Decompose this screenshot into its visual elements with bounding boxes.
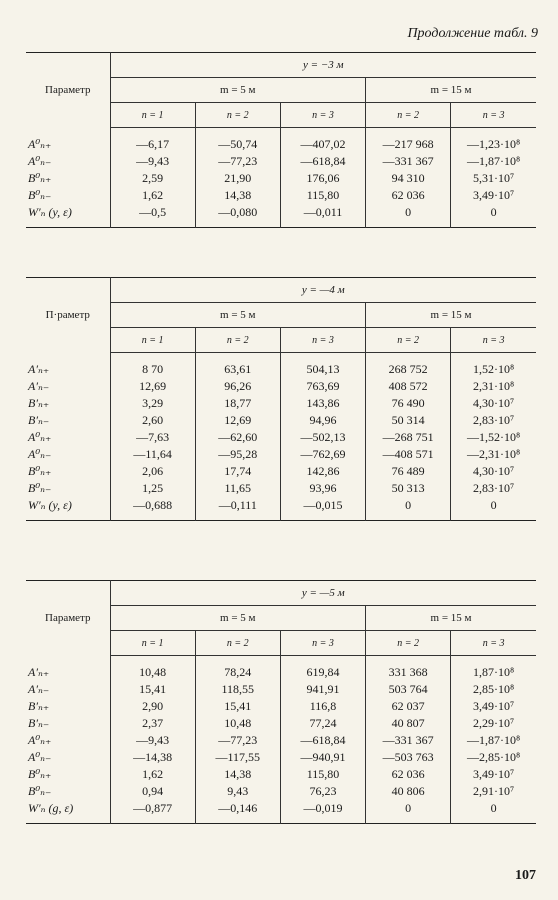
cell: —1,52·10⁸ xyxy=(451,429,536,446)
table-row xyxy=(26,353,536,379)
cell: 2,29·10⁷ xyxy=(451,715,536,732)
cell: 40 806 xyxy=(366,783,451,800)
cell: —9,43 xyxy=(110,153,195,170)
cell: 3,29 xyxy=(110,395,195,412)
cell: 2,85·10⁸ xyxy=(451,681,536,698)
param-name: B⁰ₙ₋ xyxy=(28,784,52,798)
table-y-minus-5 xyxy=(26,580,536,824)
cell: —762,69 xyxy=(280,446,365,463)
cell: —0,080 xyxy=(195,204,280,228)
cell: 10,48 xyxy=(110,656,195,682)
param-name: A⁰ₙ₊ xyxy=(28,136,52,151)
cell: —6,17 xyxy=(110,128,195,154)
cell: 619,84 xyxy=(280,656,365,682)
cell: —0,688 xyxy=(110,497,195,521)
param-name: A⁰ₙ₋ xyxy=(28,447,52,461)
cell: 94 310 xyxy=(366,170,451,187)
table-row xyxy=(26,732,536,749)
m-group-header: m = 5 м xyxy=(110,78,366,103)
param-name: A⁰ₙ₊ xyxy=(28,430,52,444)
param-header: П·раметр xyxy=(45,309,90,322)
table-row xyxy=(26,656,536,682)
cell: 17,74 xyxy=(195,463,280,480)
cell: 0,94 xyxy=(110,783,195,800)
n-header: n = 2 xyxy=(366,631,451,656)
cell: 0 xyxy=(366,497,451,521)
cell: 0 xyxy=(366,800,451,824)
cell: 2,83·10⁷ xyxy=(451,412,536,429)
table-row xyxy=(26,170,536,187)
n-header: n = 3 xyxy=(451,103,536,128)
cell: 2,83·10⁷ xyxy=(451,480,536,497)
cell: —217 968 xyxy=(366,128,451,154)
cell: —940,91 xyxy=(280,749,365,766)
cell: 4,30·10⁷ xyxy=(451,395,536,412)
table-row xyxy=(26,204,536,228)
param-name: W′ₙ (g, ε) xyxy=(28,801,74,815)
cell: 142,86 xyxy=(280,463,365,480)
page-number: 107 xyxy=(515,868,536,883)
cell: —14,38 xyxy=(110,749,195,766)
cell: 2,91·10⁷ xyxy=(451,783,536,800)
cell: —0,015 xyxy=(280,497,365,521)
n-header: n = 2 xyxy=(195,328,280,353)
cell: 62 036 xyxy=(366,187,451,204)
cell: 76 490 xyxy=(366,395,451,412)
cell: 12,69 xyxy=(110,378,195,395)
n-header: n = 1 xyxy=(110,328,195,353)
cell: 50 313 xyxy=(366,480,451,497)
cell: —117,55 xyxy=(195,749,280,766)
param-name: B⁰ₙ₊ xyxy=(28,767,52,781)
m-group-header: m = 5 м xyxy=(110,606,366,631)
cell: —2,85·10⁸ xyxy=(451,749,536,766)
cell: —618,84 xyxy=(280,153,365,170)
cell: 941,91 xyxy=(280,681,365,698)
cell: —0,111 xyxy=(195,497,280,521)
cell: —0,877 xyxy=(110,800,195,824)
cell: 1,62 xyxy=(110,766,195,783)
param-name: A′ₙ₊ xyxy=(28,664,50,679)
table-bottom-rule xyxy=(26,228,536,229)
param-name: B⁰ₙ₋ xyxy=(28,188,52,202)
param-name: A′ₙ₋ xyxy=(28,682,50,696)
cell: —7,63 xyxy=(110,429,195,446)
cell: 2,59 xyxy=(110,170,195,187)
cell: 1,25 xyxy=(110,480,195,497)
cell: 503 764 xyxy=(366,681,451,698)
param-name: A⁰ₙ₋ xyxy=(28,154,52,168)
m-group-header: m = 15 м xyxy=(366,78,536,103)
param-header: Параметр xyxy=(45,84,91,97)
cell: 62 036 xyxy=(366,766,451,783)
table-row xyxy=(26,800,536,824)
cell: —502,13 xyxy=(280,429,365,446)
cell: 96,26 xyxy=(195,378,280,395)
cell: 0 xyxy=(451,800,536,824)
cell: 2,37 xyxy=(110,715,195,732)
cell: —77,23 xyxy=(195,153,280,170)
n-header: n = 3 xyxy=(280,103,365,128)
param-name: A⁰ₙ₊ xyxy=(28,733,52,747)
table-row xyxy=(26,766,536,783)
cell: 4,30·10⁷ xyxy=(451,463,536,480)
cell: —9,43 xyxy=(110,732,195,749)
table-row xyxy=(26,412,536,429)
n-header: n = 2 xyxy=(195,631,280,656)
cell: 1,87·10⁸ xyxy=(451,656,536,682)
cell: 14,38 xyxy=(195,766,280,783)
cell: 1,62 xyxy=(110,187,195,204)
m-group-header: m = 5 м xyxy=(110,303,366,328)
param-name: B⁰ₙ₊ xyxy=(28,171,52,185)
cell: —0,5 xyxy=(110,204,195,228)
cell: —1,87·10⁸ xyxy=(451,732,536,749)
param-name: W′ₙ (y, ε) xyxy=(28,205,72,219)
cell: —2,31·10⁸ xyxy=(451,446,536,463)
cell: 331 368 xyxy=(366,656,451,682)
cell: 2,90 xyxy=(110,698,195,715)
cell: —618,84 xyxy=(280,732,365,749)
table-row xyxy=(26,463,536,480)
m-group-header: m = 15 м xyxy=(366,303,536,328)
cell: 76,23 xyxy=(280,783,365,800)
param-name: B′ₙ₋ xyxy=(28,716,50,730)
cell: 0 xyxy=(366,204,451,228)
table-row xyxy=(26,153,536,170)
cell: —407,02 xyxy=(280,128,365,154)
n-header: n = 3 xyxy=(280,631,365,656)
cell: 62 037 xyxy=(366,698,451,715)
y-label: y = —5 м xyxy=(110,581,536,606)
table-y-minus-3 xyxy=(26,52,536,228)
param-name: B⁰ₙ₊ xyxy=(28,464,52,478)
y-label: y = —4 м xyxy=(110,278,536,303)
cell: 78,24 xyxy=(195,656,280,682)
n-header: n = 2 xyxy=(366,103,451,128)
cell: —331 367 xyxy=(366,732,451,749)
table-row xyxy=(26,749,536,766)
param-name: B′ₙ₊ xyxy=(28,699,50,713)
cell: —503 763 xyxy=(366,749,451,766)
cell: —268 751 xyxy=(366,429,451,446)
cell: 0 xyxy=(451,204,536,228)
cell: 115,80 xyxy=(280,766,365,783)
cell: —1,87·10⁸ xyxy=(451,153,536,170)
cell: —0,146 xyxy=(195,800,280,824)
cell: 176,06 xyxy=(280,170,365,187)
cell: 77,24 xyxy=(280,715,365,732)
cell: 15,41 xyxy=(195,698,280,715)
cell: 76 489 xyxy=(366,463,451,480)
m-group-header: m = 15 м xyxy=(366,606,536,631)
cell: —0,019 xyxy=(280,800,365,824)
cell: 115,80 xyxy=(280,187,365,204)
table-row xyxy=(26,446,536,463)
param-name: W′ₙ (y, ε) xyxy=(28,498,72,512)
n-header: n = 2 xyxy=(366,328,451,353)
n-header: n = 3 xyxy=(280,328,365,353)
cell: 18,77 xyxy=(195,395,280,412)
table-row xyxy=(26,395,536,412)
table-y-minus-4 xyxy=(26,277,536,521)
cell: 11,65 xyxy=(195,480,280,497)
table-row xyxy=(26,480,536,497)
cell: 9,43 xyxy=(195,783,280,800)
table-bottom-rule xyxy=(26,521,536,522)
cell: —1,23·10⁸ xyxy=(451,128,536,154)
table-row xyxy=(26,128,536,154)
cell: —95,28 xyxy=(195,446,280,463)
cell: 50 314 xyxy=(366,412,451,429)
cell: 2,31·10⁸ xyxy=(451,378,536,395)
cell: 8 70 xyxy=(110,353,195,379)
cell: 2,60 xyxy=(110,412,195,429)
param-name: A⁰ₙ₋ xyxy=(28,750,52,764)
param-name: A′ₙ₊ xyxy=(28,361,50,376)
cell: 763,69 xyxy=(280,378,365,395)
cell: 2,06 xyxy=(110,463,195,480)
cell: —62,60 xyxy=(195,429,280,446)
cell: 10,48 xyxy=(195,715,280,732)
table-row xyxy=(26,187,536,204)
table-row xyxy=(26,698,536,715)
cell: 94,96 xyxy=(280,412,365,429)
cell: 118,55 xyxy=(195,681,280,698)
param-name: B′ₙ₊ xyxy=(28,396,50,410)
cell: —11,64 xyxy=(110,446,195,463)
cell: 14,38 xyxy=(195,187,280,204)
cell: 12,69 xyxy=(195,412,280,429)
param-name: A′ₙ₋ xyxy=(28,379,50,393)
table-row xyxy=(26,783,536,800)
table-row xyxy=(26,497,536,521)
cell: —408 571 xyxy=(366,446,451,463)
param-name: B′ₙ₋ xyxy=(28,413,50,427)
table-row xyxy=(26,681,536,698)
param-name: B⁰ₙ₋ xyxy=(28,481,52,495)
n-header: n = 1 xyxy=(110,103,195,128)
cell: —331 367 xyxy=(366,153,451,170)
cell: 63,61 xyxy=(195,353,280,379)
cell: 504,13 xyxy=(280,353,365,379)
cell: 3,49·10⁷ xyxy=(451,187,536,204)
n-header: n = 3 xyxy=(451,631,536,656)
cell: 116,8 xyxy=(280,698,365,715)
cell: 3,49·10⁷ xyxy=(451,698,536,715)
cell: 40 807 xyxy=(366,715,451,732)
cell: 268 752 xyxy=(366,353,451,379)
cell: —0,011 xyxy=(280,204,365,228)
cell: 1,52·10⁸ xyxy=(451,353,536,379)
n-header: n = 1 xyxy=(110,631,195,656)
cell: —50,74 xyxy=(195,128,280,154)
cell: 143,86 xyxy=(280,395,365,412)
cell: 5,31·10⁷ xyxy=(451,170,536,187)
cell: 0 xyxy=(451,497,536,521)
cell: 15,41 xyxy=(110,681,195,698)
continuation-title: Продолжение табл. 9 xyxy=(407,26,538,41)
table-bottom-rule xyxy=(26,824,536,825)
table-row xyxy=(26,715,536,732)
cell: 21,90 xyxy=(195,170,280,187)
param-header: Параметр xyxy=(45,612,91,625)
table-row xyxy=(26,378,536,395)
cell: 93,96 xyxy=(280,480,365,497)
cell: —77,23 xyxy=(195,732,280,749)
n-header: n = 2 xyxy=(195,103,280,128)
n-header: n = 3 xyxy=(451,328,536,353)
table-row xyxy=(26,429,536,446)
cell: 408 572 xyxy=(366,378,451,395)
cell: 3,49·10⁷ xyxy=(451,766,536,783)
y-label: y = −3 м xyxy=(110,53,536,78)
